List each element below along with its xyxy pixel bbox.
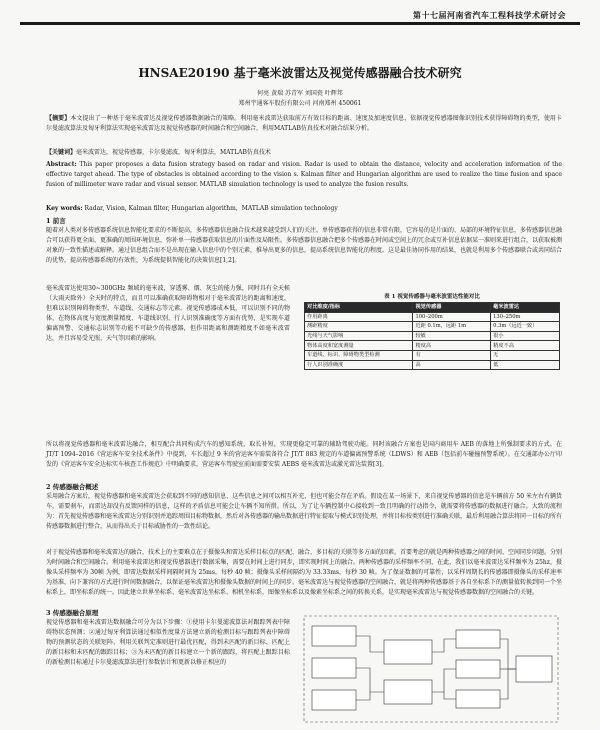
sec2-heading: 2 传感器融合概述 [46, 483, 99, 491]
table-cell: 车道线、标识、障碍物类型检测 [305, 350, 413, 360]
keywords-en-label: Key words: [46, 205, 83, 212]
sec1-heading: 1 前言 [46, 217, 66, 225]
table-row [305, 322, 560, 332]
abstract-cn [46, 114, 562, 134]
table-cell: 无 [491, 350, 560, 360]
table-row [305, 350, 560, 360]
diagram-box [312, 658, 356, 678]
sec1-para3: 所以将视觉传感器和毫米波雷达融合，相互配合共同构成汽车的感知系统，取长补短，实现更稳定可靠的辅助驾驶功能。同时该融合方案也是国内商用车 AEB 的落地上所强制要求的方式。在 JT/T 1094–2016《营运客车安全技术条件》中提到，车长超过 9 米的营运客车需装备符合 JT/T 883 规定的车道偏离预警系统（LDWS）和 AEB（包括前车碰撞预警系统）。在交通部办公厅印发的《营运客车安全达标实车核查工作规范》中明确要求，营运客车驾驶室前面需要安装 AEBS 毫米波雷达或激光雷达装置[3]。 [46, 441, 562, 468]
table-cell: 很小 [491, 331, 560, 341]
keywords-cn [46, 148, 562, 158]
sec2-para2: 对于视觉传感器和毫米波雷达的融合，技术上的主要难点在于摄像头和雷达采样目标点的匹配、融合、多目标的关联等多方面的因素。首要考虑的就是两种传感器之间的时间、空间同步问题。分别为时间融合和空间融合。利用毫米波雷达和视觉传感器进行数据采集，需要在时间上进行同步，即实现时间上的融合。两种传感器的采样频率不同，在此，我们以毫米波雷达采样频率为 25hz，摄像头采样频率为 30帧 为例，即雷达数据采样间隔时间为 25ms，每秒 40 帧；摄像头采样间隔约为 33.33ms，每秒 30 帧。为了保证数据的可靠性，以采样周期长的传感器即摄像头的采样速率为基准，向下兼容的方式进行时间数据融合，以保证毫米波雷达和摄像头数据的时间上的同步。毫米波雷达与视觉传感器的空间融合，就是将两种传感器基于各自坐标系下的测量值转换到同一个坐标系上，即坐标系的统一。因此建立世界坐标系、毫米波雷达坐标系、相机坐标系、图像坐标系以及像素坐标系之间的转换关系，是实现毫米波雷达与视觉传感器数据的空间融合的关键。 [46, 549, 562, 596]
table-cell: 物体高度和宽度测量 [305, 341, 413, 351]
header-rule [20, 22, 580, 25]
diagram-box [456, 660, 500, 678]
abstract-label: 【摘要】 [46, 115, 71, 122]
abstract-en [46, 160, 562, 190]
comparison-table [304, 302, 560, 370]
keywords-en [46, 204, 562, 214]
table-cell: 低 [491, 360, 560, 370]
sec3-para1: 视觉传感器和毫米波雷达数据融合可分为以下步骤：①使用卡尔曼滤波算法对跟踪列表中障碍物状态预测；②通过匈牙利算法通过相似性度量方法建立新的检测目标与跟踪列表中障碍物的预测状态的关联矩阵，利用关联判定准则进行最优匹配，得到未匹配的新目标、匹配上的新目标和未匹配的跟踪目标；③为未匹配的新目标建立一个新的跟踪，将匹配上跟踪目标的新检测目标通过卡尔曼滤波算法进行参数估计和更新以修正相应的 [46, 619, 290, 666]
diagram-box [384, 680, 432, 704]
abstract-en-label: Abstract: [46, 161, 77, 168]
table-cell: 130–250m [491, 312, 560, 322]
table-cell: 测距精度 [305, 322, 413, 332]
table-cell: 100–200m [413, 312, 491, 322]
paper-affiliation: 郑州宇通客车股份有限公司 河南郑州 450061 [238, 100, 362, 107]
table-cell: 光线与天气影响 [305, 331, 413, 341]
table-header-cell: 视觉传感器 [413, 303, 491, 313]
table-header-cell: 对比维度/指标 [305, 303, 413, 313]
table-row [305, 341, 560, 351]
paper-title: HNSAE20190 基于毫米波雷达及视觉传感器融合技术研究 [138, 66, 462, 80]
diagram-box [456, 630, 500, 648]
table-row [305, 312, 560, 322]
keywords-text: 毫米波雷达，视觉传感器，卡尔曼滤波，匈牙利算法，MATLAB仿真技术 [76, 149, 271, 156]
table-cell: 0.3m（远近一致） [491, 322, 560, 332]
keywords-label: 【关键词】 [46, 149, 77, 156]
abstract-en-text: This paper proposes a data fusion strategy based on radar and vision. Radar is used to obtain the distance, velocity and acceleration information of the effective target ahead. The type of obstacles is obtained according to the vision s. Kalman filter and Hungarian algorithm are used to realize the time fusion and space fusion of millimeter wave radar and visual sensor. MATLAB simulation technology is used to analyze the fusion results. [46, 161, 562, 188]
table-cell: 精度不高 [491, 341, 560, 351]
table-cell: 作用距离 [305, 312, 413, 322]
table-cell: 高 [413, 360, 491, 370]
table-row [305, 331, 560, 341]
sec1-para1: 随着对人类对多传感器系统信息智能化要求的不断提高，多传感器信息融合技术越来越受到人们的关注。单传感器获得的信息非常有限，它容易的是片面的、局部的环境特征信息，多传感器信息融合可以获得更全面、更准确的周围环境信息，弥补单一传感器获取信息的片面性及局限性。多传感器信息融合把多个传感器在时间或空间上的冗余或互补信息依据某一准则来进行组合，以获取被测对象的一致性描述或解释。通过信息组合而不是出现在输入信息中的个别元素，推导出更多的信息，提高系统信息智能化的程度。这是最佳协同作用的结果，也就是利用多个传感器联合或共同结合的优势，提高传感器系统的有效性，为系统提供智能化的决策信息[1,2]。 [46, 227, 563, 264]
sec3-heading: 3 传感器融合原理 [46, 609, 99, 617]
table-cell: 较敏 [413, 331, 491, 341]
diagram-box [384, 640, 432, 664]
table-row [305, 360, 560, 370]
table-header-cell: 毫米波雷达 [491, 303, 560, 313]
table-header-row [305, 303, 560, 313]
sec1-para2: 毫米波雷达使用30~300GHz 频域的毫米波，穿透雾、烟、灰尘的能力强，同时具有全天候（大雨天除外）全天时的特点，而且可以准确获取障碍物相对于毫米波雷达的距离和速度，但难以识别障碍物类型、车道线、交通标志等元素。视觉传感器成本低，可以识别不同的物体，在物体高度与宽度测量精度、车道线识别、行人识别准确度等方面有优势，是实现车道偏离预警、交通标志识别等功能不可缺少的传感器，但作用距离和测距精度不如毫米波雷达，并且容易受光照、天气等因素的影响。 [46, 285, 290, 342]
running-title: 第十七届河南省汽车工程科技学术研讨会 [413, 10, 566, 20]
sec2-para1: 采用融合方案后，视觉传感器和毫米波雷达会获取到不同的感知信息，这些信息之间可以相互补充，但也可能会存在矛盾。假设在某一场景下，来自视觉传感器的信息是车辆前方 50 米左右有辆货车，需要刹车，而雷达却没有反馈同样的信息，这样的矛盾信息可能会让车辆不知所措。所以，为了让车辆控制中心接收到一致且明确的行动指令，就需要将传感器的数据进行融合。大致的流程为：首先视觉传感器和毫米波雷达分别识别并追踪周围目标物数据，然后对各传感器的输出数据进行特征提取与模式识别处理，并将目标按类别进行准确关联，最后利用融合算法将同一目标的所有传感器数据进行整合，从而得出关于目标威胁性的一致性结论。 [46, 493, 563, 530]
abstract-text: 本文提出了一种基于毫米波雷达及视觉传感器数据融合的策略。利用毫米波雷达获取前方有效目标的距离、速度及加速度信息，依据视觉传感器图像识别技术获得障碍物的类型，使用卡尔曼滤波算法及匈牙利算法实现毫米波雷达及视觉传感器的时间融合和空间融合，利用MATLAB仿真技术对融合结果分析。 [46, 115, 562, 132]
paper-authors: 何亮 黄瑞 苏青军 刘国瓷 叶辉邦 [257, 90, 343, 97]
diagram-box [312, 690, 356, 710]
table-cell: 精度高 [413, 341, 491, 351]
table-cell: 近距 0.1m，远距 1m [413, 322, 491, 332]
keywords-en-text: Radar, Vision, Kalman filter, Hungarian algorithm，MATLAB simulation technology [84, 205, 338, 212]
table-cell: 有 [413, 350, 491, 360]
diagram-box [516, 656, 552, 682]
diagram-box [312, 626, 356, 646]
diagram-box [456, 690, 500, 708]
table-cell: 行人识别准确度 [305, 360, 413, 370]
table-caption: 表 1 视觉传感器与毫米波雷达性能对比 [384, 294, 480, 300]
fusion-flow-diagram [300, 610, 562, 726]
